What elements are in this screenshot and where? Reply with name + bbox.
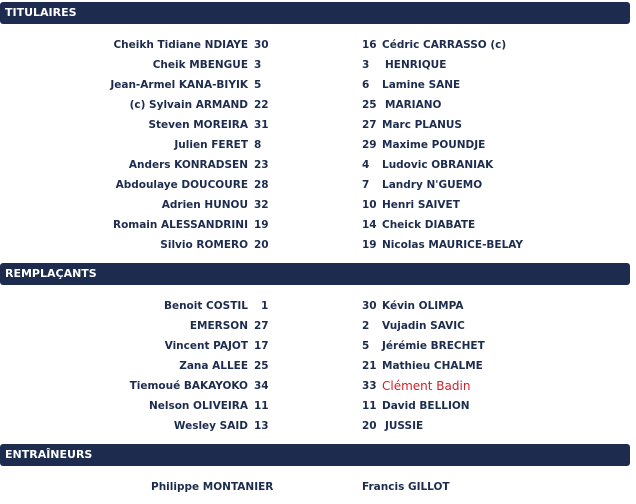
lineup-row bbox=[0, 336, 636, 356]
away-player-name[interactable]: Cédric CARRASSO (c) bbox=[382, 39, 507, 51]
away-player-number: 14 bbox=[362, 219, 377, 231]
away-player-name[interactable]: MARIANO bbox=[385, 99, 442, 111]
away-player-number: 16 bbox=[362, 39, 377, 51]
home-player-number: 13 bbox=[254, 420, 269, 432]
home-player-name[interactable]: Romain ALESSANDRINI bbox=[112, 219, 248, 231]
home-player-number: 1 bbox=[261, 300, 269, 312]
home-player-name[interactable]: Julien FERET bbox=[174, 139, 248, 151]
away-player-name[interactable]: Vujadin SAVIC bbox=[382, 320, 465, 332]
section-header-starters: TITULAIRES bbox=[0, 2, 630, 24]
home-player-number: 5 bbox=[254, 79, 262, 91]
home-player-name[interactable]: Steven MOREIRA bbox=[148, 119, 248, 131]
away-player-number: 30 bbox=[362, 300, 377, 312]
away-player-number: 6 bbox=[362, 79, 370, 91]
away-player-name[interactable]: JUSSIE bbox=[385, 420, 424, 432]
away-player-name[interactable]: Nicolas MAURICE-BELAY bbox=[382, 239, 524, 251]
lineup-row bbox=[0, 416, 636, 436]
home-player-name[interactable]: Jean-Armel KANA-BIYIK bbox=[110, 79, 248, 91]
away-player-number: 11 bbox=[362, 400, 377, 412]
lineup-row bbox=[0, 135, 636, 155]
away-player-name[interactable]: Mathieu CHALME bbox=[382, 360, 483, 372]
home-player-number: 23 bbox=[254, 159, 269, 171]
away-player-number: 25 bbox=[362, 99, 377, 111]
home-player-name[interactable]: Cheik MBENGUE bbox=[152, 59, 248, 71]
home-player-name[interactable]: Tiemoué BAKAYOKO bbox=[129, 380, 248, 392]
lineup-row bbox=[0, 235, 636, 255]
away-player-number: 20 bbox=[362, 420, 377, 432]
home-player-name[interactable]: Wesley SAID bbox=[173, 420, 248, 432]
away-player-name[interactable]: David BELLION bbox=[382, 400, 470, 412]
section-header-substitutes: REMPLAÇANTS bbox=[0, 263, 630, 285]
away-player-number: 10 bbox=[362, 199, 377, 211]
away-player-number: 4 bbox=[362, 159, 370, 171]
away-player-name[interactable]: Ludovic OBRANIAK bbox=[382, 159, 494, 171]
lineup-row bbox=[0, 155, 636, 175]
home-player-number: 22 bbox=[254, 99, 269, 111]
lineup-row bbox=[0, 95, 636, 115]
home-player-name[interactable]: Abdoulaye DOUCOURE bbox=[115, 179, 248, 191]
home-player-name[interactable]: (c) Sylvain ARMAND bbox=[129, 99, 248, 111]
home-player-name[interactable]: Adrien HUNOU bbox=[161, 199, 248, 211]
home-player-name[interactable]: Cheikh Tidiane NDIAYE bbox=[113, 39, 248, 51]
away-player-name[interactable]: Marc PLANUS bbox=[382, 119, 462, 131]
home-player-number: 34 bbox=[254, 380, 269, 392]
home-player-name[interactable]: Zana ALLEE bbox=[179, 360, 248, 372]
home-player-name[interactable]: Silvio ROMERO bbox=[160, 239, 248, 251]
lineup-row bbox=[0, 55, 636, 75]
away-player-name[interactable]: HENRIQUE bbox=[385, 59, 447, 71]
away-player-number: 33 bbox=[362, 380, 377, 392]
home-player-name[interactable]: EMERSON bbox=[189, 320, 248, 332]
away-player-number: 29 bbox=[362, 139, 377, 151]
away-player-number: 3 bbox=[362, 59, 370, 71]
away-player-name[interactable]: Jérémie BRECHET bbox=[382, 340, 485, 352]
lineup-row bbox=[0, 396, 636, 416]
home-player-number: 3 bbox=[254, 59, 262, 71]
away-player-name[interactable]: Landry N'GUEMO bbox=[382, 179, 483, 191]
home-player-number: 27 bbox=[254, 320, 269, 332]
home-player-name[interactable]: Vincent PAJOT bbox=[164, 340, 248, 352]
away-player-name[interactable]: Kévin OLIMPA bbox=[382, 300, 464, 312]
lineup-row bbox=[0, 115, 636, 135]
home-player-number: 8 bbox=[254, 139, 262, 151]
away-player-number: 2 bbox=[362, 320, 370, 332]
lineup-row bbox=[0, 376, 636, 396]
away-player-number: 7 bbox=[362, 179, 370, 191]
away-player-name[interactable]: Maxime POUNDJE bbox=[382, 139, 486, 151]
away-player-name[interactable]: Lamine SANE bbox=[382, 79, 461, 91]
home-player-number: 31 bbox=[254, 119, 269, 131]
home-player-number: 11 bbox=[254, 400, 269, 412]
home-player-number: 20 bbox=[254, 239, 269, 251]
lineup-row bbox=[0, 356, 636, 376]
away-player-number: 5 bbox=[362, 340, 370, 352]
away-player-name[interactable]: Henri SAIVET bbox=[382, 199, 460, 211]
away-coach-name[interactable]: Francis GILLOT bbox=[362, 481, 450, 493]
away-player-name[interactable]: Cheick DIABATE bbox=[382, 219, 476, 231]
home-player-name[interactable]: Anders KONRADSEN bbox=[128, 159, 248, 171]
away-player-name-highlighted[interactable]: Clément Badin bbox=[382, 379, 471, 393]
home-player-number: 30 bbox=[254, 39, 269, 51]
section-header-coaches: ENTRAÎNEURS bbox=[0, 444, 630, 466]
home-player-name[interactable]: Nelson OLIVEIRA bbox=[148, 400, 248, 412]
lineup-row bbox=[0, 175, 636, 195]
home-player-number: 32 bbox=[254, 199, 269, 211]
away-player-number: 27 bbox=[362, 119, 377, 131]
away-player-number: 19 bbox=[362, 239, 377, 251]
home-player-name[interactable]: Benoit COSTIL bbox=[163, 300, 248, 312]
home-coach-name[interactable]: Philippe MONTANIER bbox=[151, 481, 274, 493]
lineup-row bbox=[0, 195, 636, 215]
lineup-row bbox=[0, 75, 636, 95]
lineup-row bbox=[0, 35, 636, 55]
home-player-number: 25 bbox=[254, 360, 269, 372]
home-player-number: 19 bbox=[254, 219, 269, 231]
home-player-number: 17 bbox=[254, 340, 269, 352]
home-player-number: 28 bbox=[254, 179, 269, 191]
lineup-row bbox=[0, 296, 636, 316]
away-player-number: 21 bbox=[362, 360, 377, 372]
lineup-row bbox=[0, 215, 636, 235]
lineup-row bbox=[0, 316, 636, 336]
